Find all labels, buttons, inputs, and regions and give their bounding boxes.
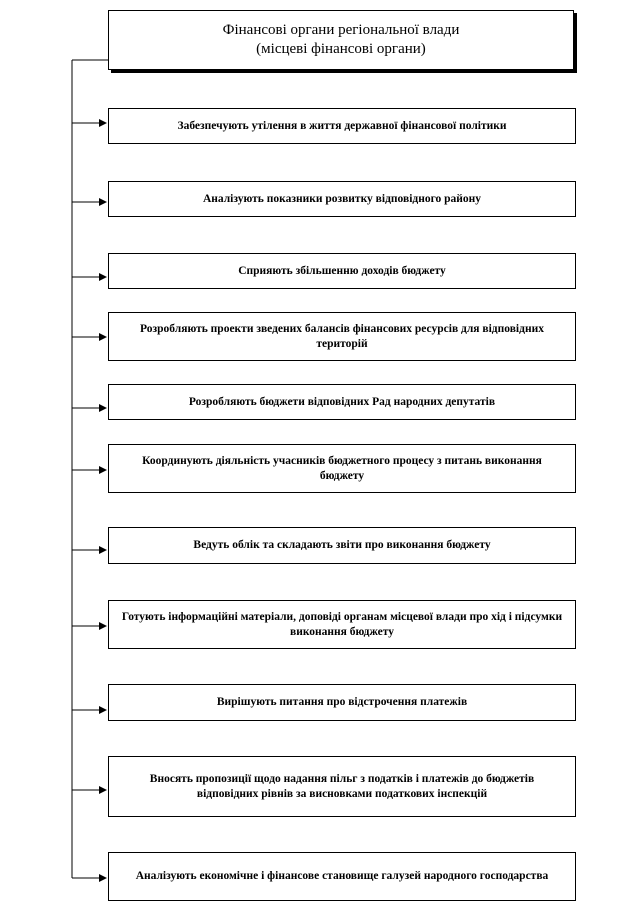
function-text: Розробляють бюджети відповідних Рад народних депутатів — [188, 395, 496, 408]
function-text: Забезпечують утілення в життя державної фінансової політики — [177, 119, 507, 132]
function-box-2 — [108, 181, 576, 217]
function-text: Ведуть облік та складають звіти про виконання бюджету — [193, 539, 491, 551]
function-box-10 — [108, 756, 576, 817]
title-line-1: Фінансові органи регіональної влади — [222, 22, 460, 38]
function-text: Вирішують питання про відстрочення платежів — [216, 696, 468, 708]
function-box-8 — [108, 600, 576, 649]
function-box-7 — [108, 527, 576, 564]
function-text: Аналізують економічне і фінансове становище галузей народного господарства — [135, 870, 549, 882]
function-text: Аналізують показники розвитку відповідного району — [202, 192, 482, 205]
function-box-6 — [108, 444, 576, 493]
function-text: Вносять пропозиції щодо надання пільг з податків і платежів до бюджетів відповідних рівнів за висновками податкових інспекцій — [149, 772, 535, 800]
function-box-1 — [108, 108, 576, 144]
function-text: Координують діяльність учасників бюджетного процесу з питань виконання бюджету — [142, 454, 542, 482]
title-box — [108, 10, 574, 70]
function-text: Сприяють збільшенню доходів бюджету — [238, 264, 446, 277]
function-box-5 — [108, 384, 576, 420]
function-box-4 — [108, 312, 576, 361]
function-box-9 — [108, 684, 576, 721]
function-box-11 — [108, 852, 576, 901]
function-box-3 — [108, 253, 576, 289]
title-line-2: (місцеві фінансові органи) — [256, 41, 426, 57]
function-text: Розробляють проекти зведених балансів фінансових ресурсів для відповідних територій — [140, 322, 544, 350]
function-text: Готують інформаційні матеріали, доповіді органам місцевої влади про хід і підсумки виконання бюджету — [121, 610, 563, 638]
